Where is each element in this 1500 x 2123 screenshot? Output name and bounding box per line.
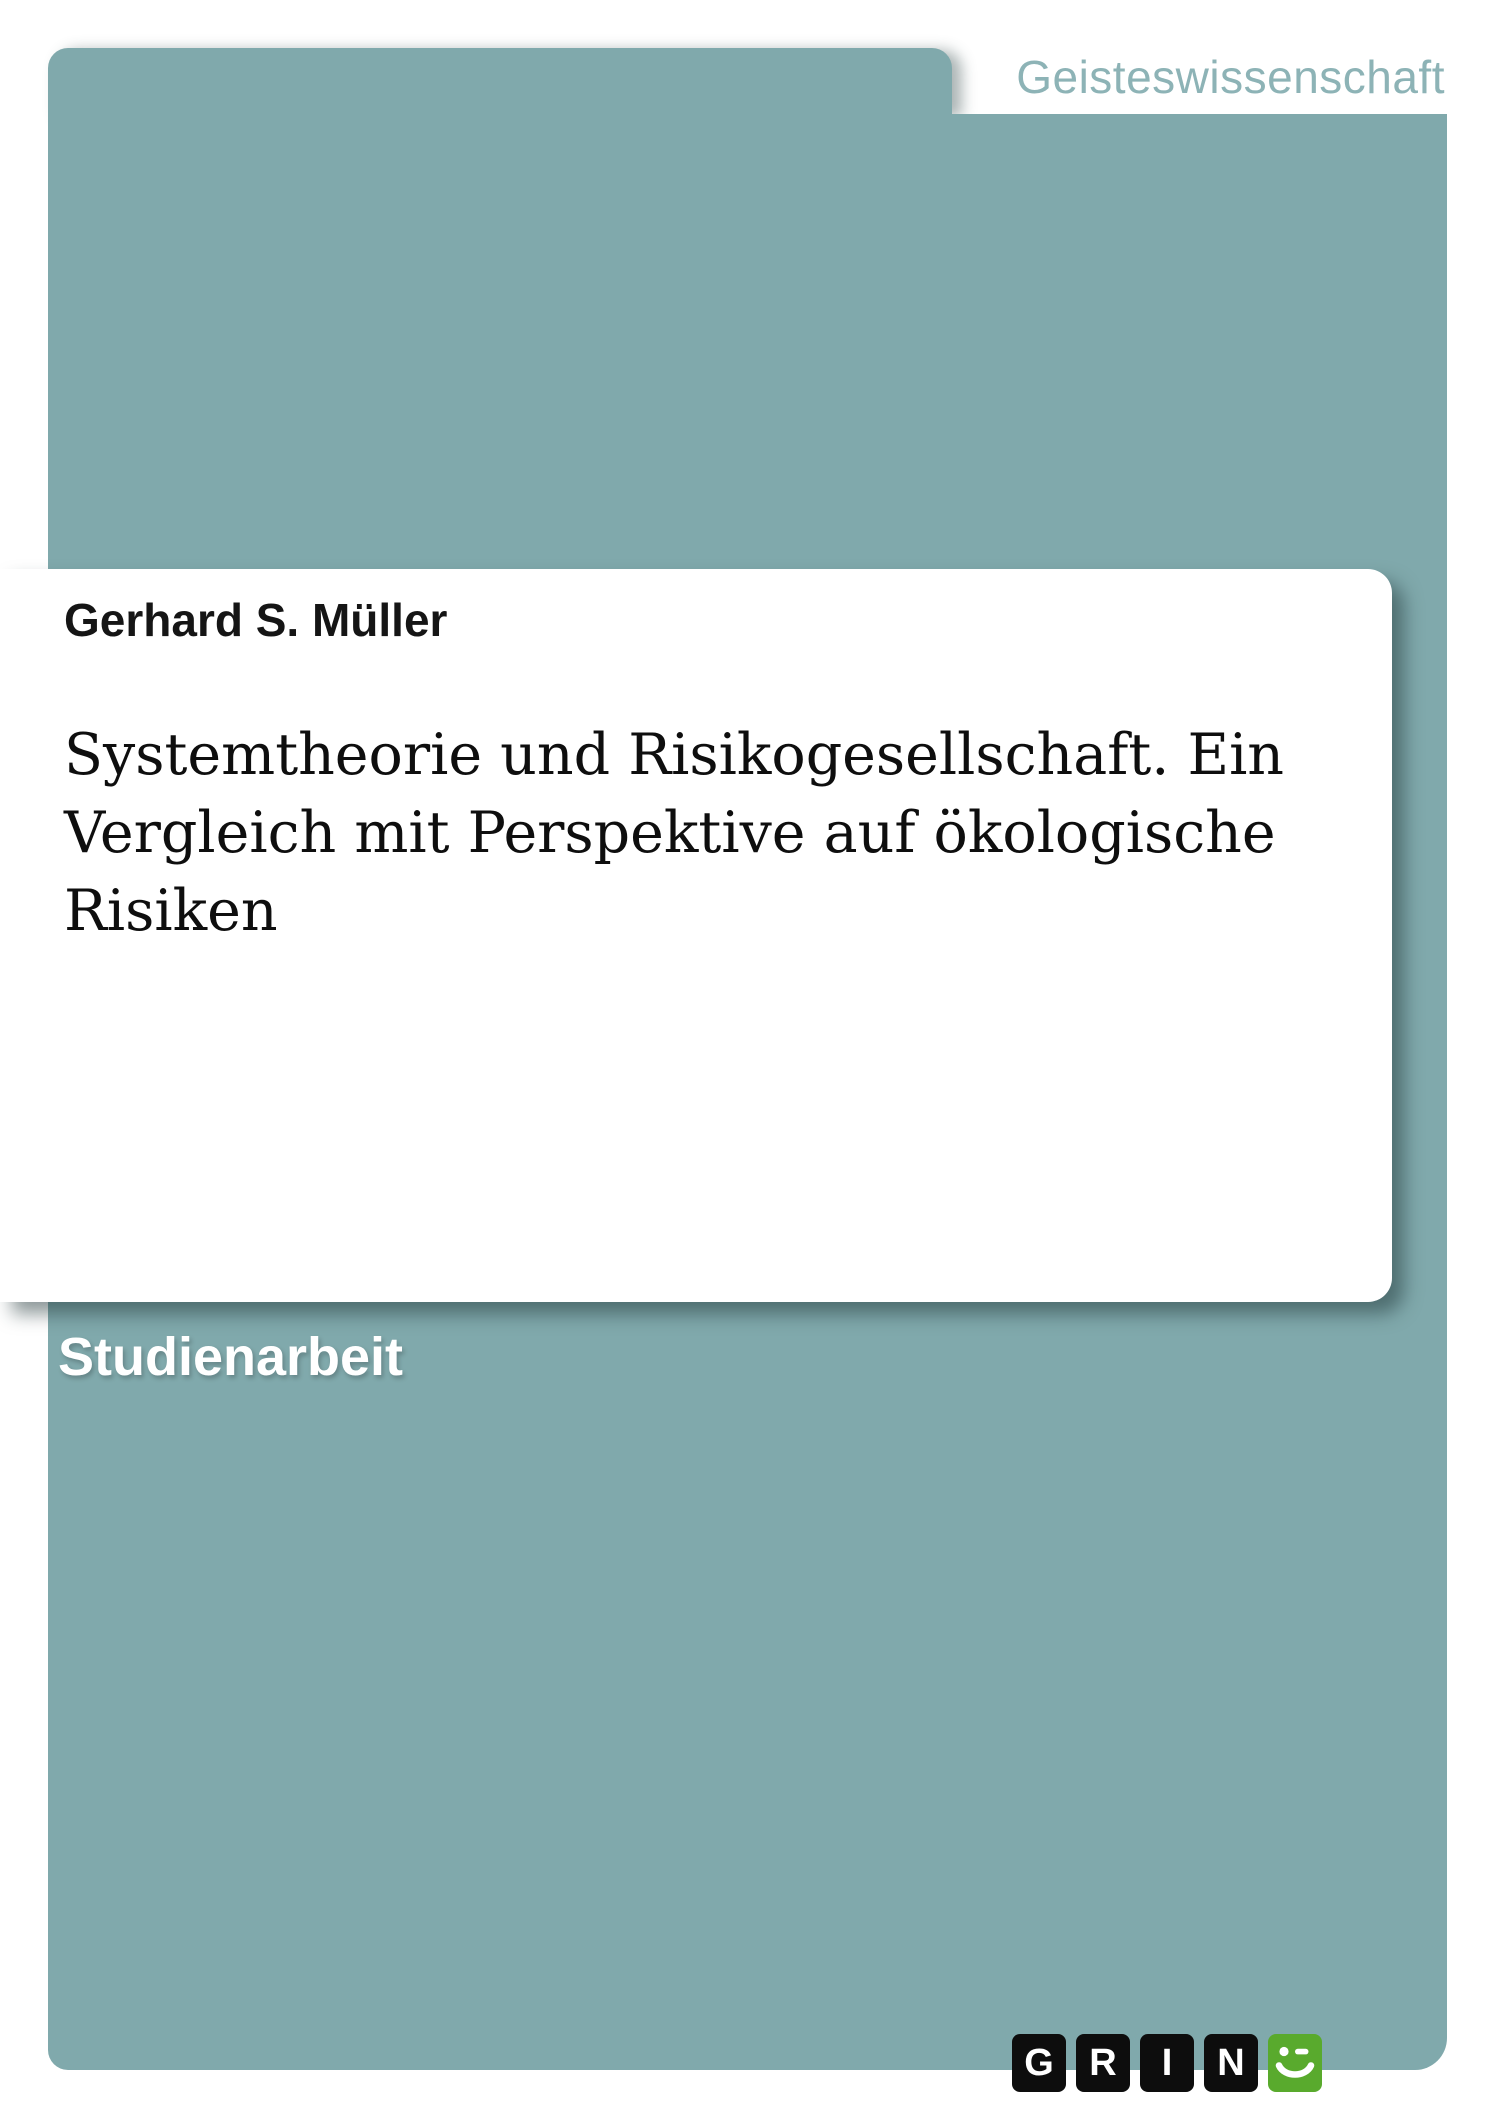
logo-letter-g: G (1012, 2034, 1066, 2092)
book-title-line-1: Systemtheorie und Risikogesellschaft. Ein (64, 722, 1285, 788)
grin-logo (1012, 2034, 1322, 2092)
document-type-label: Studienarbeit (58, 1327, 404, 1387)
logo-letter-r: R (1076, 2034, 1130, 2092)
book-title-line-2: Vergleich mit Perspektive auf ökologische (64, 800, 1276, 866)
title-card (0, 569, 1392, 1302)
smiley-icon (1268, 2034, 1322, 2092)
logo-letter-i: I (1140, 2034, 1194, 2092)
book-title (64, 716, 1356, 950)
category-label: Geisteswissenschaft (1016, 51, 1445, 103)
book-title-line-3: Risiken (64, 878, 278, 944)
teal-panel-top-strip (48, 48, 952, 115)
author-name: Gerhard S. Müller (64, 594, 448, 646)
logo-letter-n: N (1204, 2034, 1258, 2092)
